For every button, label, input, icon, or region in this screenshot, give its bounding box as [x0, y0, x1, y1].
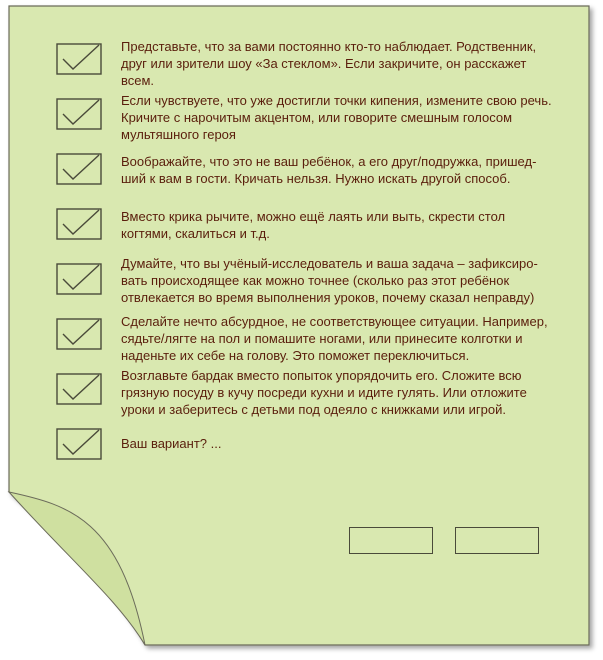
- checklist-item-text: Думайте, что вы учёный-исследователь и ваша задача – зафиксиро- вать происходящее как можно точнее (сколько раз этот ребёнок отвлекается во время выполнения уроков, почему сказал неправду): [121, 256, 538, 305]
- checkbox-checked-icon[interactable]: [56, 373, 102, 405]
- checklist-item-text: Если чувствуете, что уже достигли точки кипения, измените свою речь. Кричите с нарочитым акцентом, или говорите смешным голосом мультяшного героя: [121, 93, 552, 142]
- checkbox-checked-icon[interactable]: [56, 43, 102, 75]
- checklist-item-text: Сделайте нечто абсурдное, не соответствующее ситуации. Например, сядьте/лягте на пол и помашите ногами, или принесите колготки и наденьте их себе на голову. Это поможет переключиться.: [121, 314, 548, 363]
- checkbox-checked-icon[interactable]: [56, 153, 102, 185]
- right-action-button[interactable]: [455, 527, 539, 554]
- checklist-item-text: Воображайте, что это не ваш ребёнок, а его друг/подружка, пришед- ший к вам в гости. Кричать нельзя. Нужно искать другой способ.: [121, 154, 537, 186]
- checkbox-checked-icon[interactable]: [56, 263, 102, 295]
- checkbox-checked-icon[interactable]: [56, 98, 102, 130]
- checklist-item-text: Возглавьте бардак вместо попыток упорядочить его. Сложите всю грязную посуду в кучу посреди кухни и идите гулять. Или отложите уроки и заберитесь с детьми под одеяло с книжками или игрой.: [121, 368, 527, 417]
- checklist-item-text: Ваш вариант? ...: [121, 436, 222, 451]
- checklist-item-text: Представьте, что за вами постоянно кто-то наблюдает. Родственник, друг или зрители шоу «За стеклом». Если закричите, он расскажет всем.: [121, 39, 537, 88]
- left-action-button[interactable]: [349, 527, 433, 554]
- checkbox-checked-icon[interactable]: [56, 318, 102, 350]
- checkbox-checked-icon[interactable]: [56, 208, 102, 240]
- checkbox-checked-icon[interactable]: [56, 428, 102, 460]
- checklist-item-text: Вместо крика рычите, можно ещё лаять или выть, скрести стол когтями, скалиться и т.д.: [121, 209, 506, 241]
